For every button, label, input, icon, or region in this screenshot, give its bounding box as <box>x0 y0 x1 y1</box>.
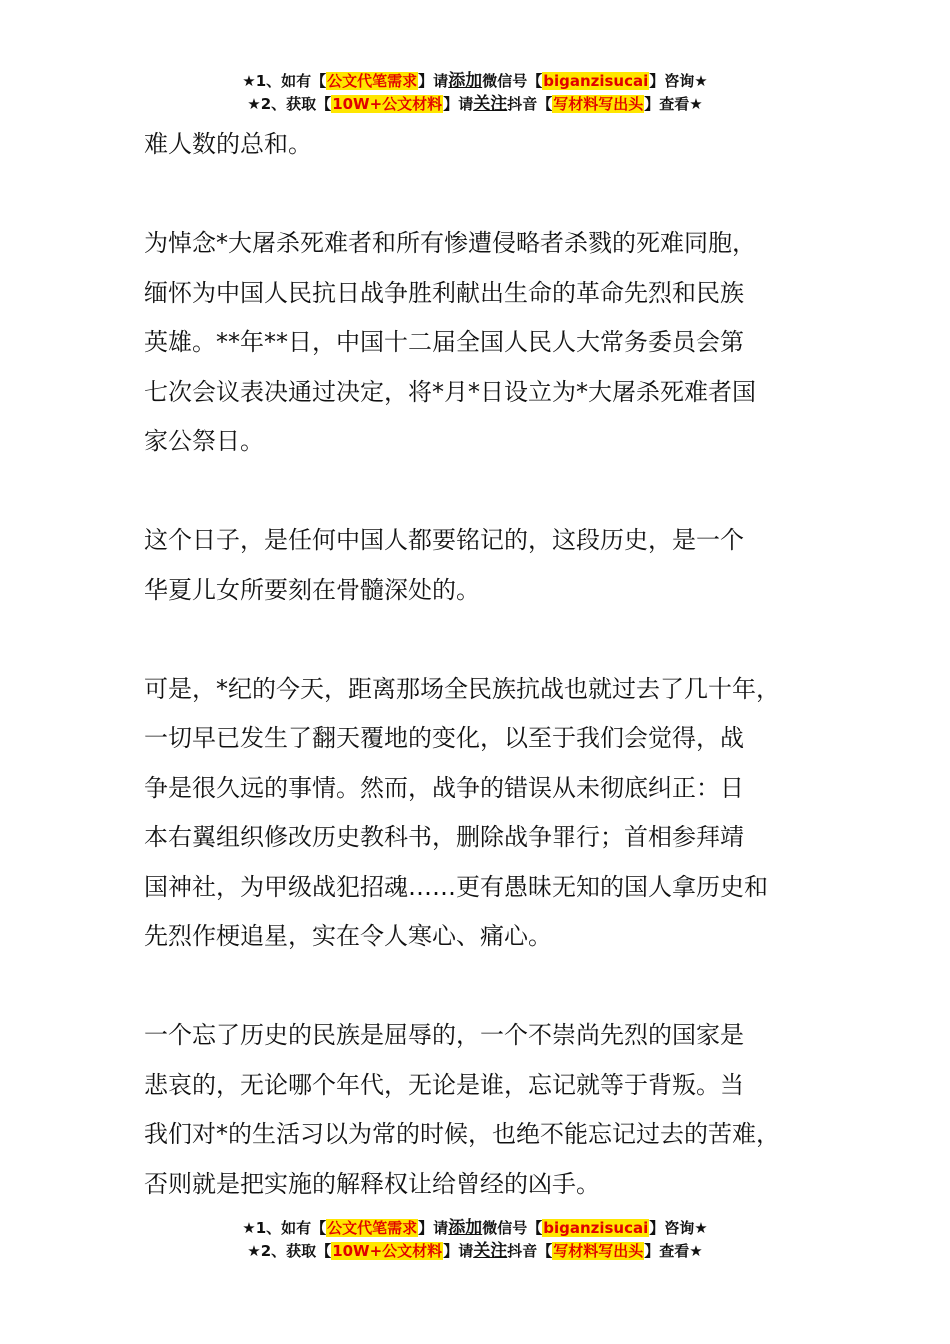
footer-l1-highlight-service: 公文代笔需求 <box>327 1219 418 1237</box>
header-l2-prefix: ★2、获取【 <box>247 95 332 113</box>
footer-banner-line-1 <box>0 1217 950 1240</box>
header-l1-mid1: 】请 <box>418 72 449 90</box>
footer-l1-mid1: 】请 <box>418 1219 449 1237</box>
footer-l1-prefix: ★1、如有【 <box>242 1219 327 1237</box>
header-l2-highlight-materials: 10W+公文材料 <box>332 95 443 113</box>
header-l1-mid2: 微信号【 <box>482 72 543 90</box>
header-l2-suffix: 】查看★ <box>644 95 703 113</box>
paragraph-3: 这个日子，是任何中国人都要铭记的，这段历史，是一个 华夏儿女所要刻在骨髓深处的。 <box>144 526 744 604</box>
header-l2-underlined: 关注 <box>473 94 508 114</box>
footer-banner <box>0 1217 950 1263</box>
header-banner-line-1 <box>0 70 950 93</box>
header-l2-mid1: 】请 <box>443 95 474 113</box>
header-l1-suffix: 】咨询★ <box>649 72 708 90</box>
footer-l2-highlight-materials: 10W+公文材料 <box>332 1242 443 1260</box>
footer-l2-suffix: 】查看★ <box>644 1242 703 1260</box>
footer-l2-mid2: 抖音【 <box>507 1242 553 1260</box>
header-banner <box>0 70 950 116</box>
header-l2-highlight-douyin: 写材料写出头 <box>553 95 644 113</box>
footer-l1-highlight-wechat: biganzisucai <box>543 1219 649 1237</box>
footer-banner-line-2 <box>0 1240 950 1263</box>
paragraph-5: 一个忘了历史的民族是屈辱的，一个不崇尚先烈的国家是 悲哀的，无论哪个年代，无论是谁，忘记就等于背叛。当 我们对*的生活习以为常的时候，也绝不能忘记过去的苦难， 否则就是把实施的解释权让给曾经的凶手。 <box>144 1021 780 1198</box>
footer-l1-mid2: 微信号【 <box>482 1219 543 1237</box>
footer-l1-suffix: 】咨询★ <box>649 1219 708 1237</box>
header-l1-highlight-wechat: biganzisucai <box>543 72 649 90</box>
document-body <box>144 120 844 1259</box>
header-banner-line-2 <box>0 93 950 116</box>
footer-l2-prefix: ★2、获取【 <box>247 1242 332 1260</box>
header-l1-prefix: ★1、如有【 <box>242 72 327 90</box>
footer-l1-underlined: 添加 <box>448 1218 483 1238</box>
footer-l2-mid1: 】请 <box>443 1242 474 1260</box>
header-l1-highlight-service: 公文代笔需求 <box>327 72 418 90</box>
footer-l2-underlined: 关注 <box>473 1241 508 1261</box>
footer-l2-highlight-douyin: 写材料写出头 <box>553 1242 644 1260</box>
paragraph-4: 可是，*纪的今天，距离那场全民族抗战也就过去了几十年， 一切早已发生了翻天覆地的变化，以至于我们会觉得，战 争是很久远的事情。然而，战争的错误从未彻底纠正：日 本右翼组织修改历史教科书，删除战争罪行；首相参拜靖 国神社，为甲级战犯招魂……更有愚昧无知的国人拿历史和 先烈作梗追星，实在令人寒心、痛心。 <box>144 674 780 950</box>
header-l2-mid2: 抖音【 <box>507 95 553 113</box>
header-l1-underlined: 添加 <box>448 71 483 91</box>
paragraph-1: 难人数的总和。 <box>144 130 312 158</box>
paragraph-2: 为悼念*大屠杀死难者和所有惨遭侵略者杀戮的死难同胞， 缅怀为中国人民抗日战争胜利献出生命的革命先烈和民族 英雄。**年**日，中国十二届全国人民人大常务委员会第 七次会议表决通过决定，将*月*日设立为*大屠杀死难者国 家公祭日。 <box>144 229 756 455</box>
